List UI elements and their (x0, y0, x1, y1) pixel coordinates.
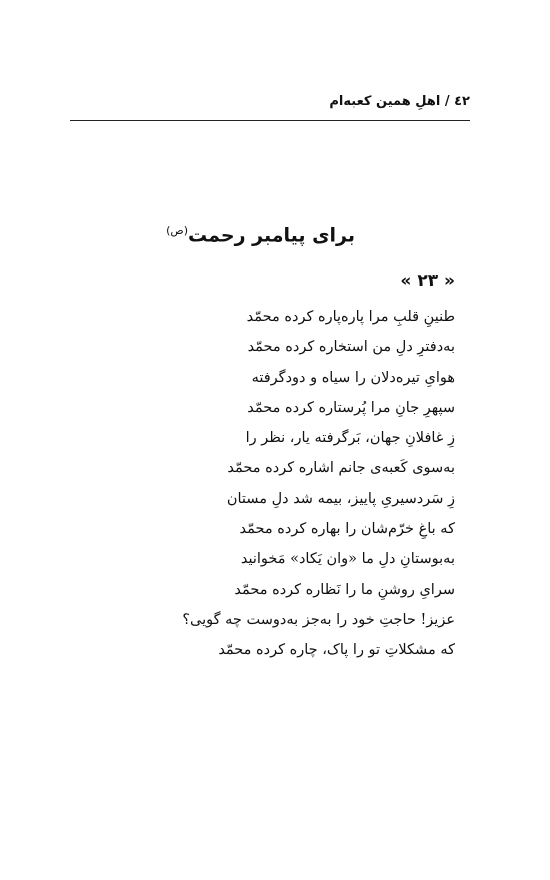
verse-line: عزیز! حاجتِ خود را به‌جز به‌دوست چه گویی؟ (182, 611, 455, 628)
verse-line: که باغِ خرّم‌شان را بهاره کرده محمّد (239, 521, 455, 538)
verse-line: هوایِ تیره‌دلان را سیاه و دودگرفته (251, 369, 455, 386)
verse-line: زِ سَردسیریِ پاییز، بیمه شد دلِ مستان (226, 490, 455, 507)
verse-line: که مشکلاتِ تو را پاک، چاره کرده محمّد (218, 642, 455, 659)
running-header: ٤٢ / اهلِ همین کعبه‌ام (329, 94, 470, 109)
poem-title-text: برای پیامبر رحمت (188, 224, 355, 247)
verse-line: به‌سوی کَعبه‌ی جانم اشاره کرده محمّد (227, 460, 455, 477)
poem-title (166, 224, 355, 246)
verse-line: طنینِ قلبِ مرا پاره‌پاره کرده محمّد (246, 309, 455, 325)
poem-title-honorific: (ص) (166, 224, 189, 237)
verse-line: به‌بوستانِ دلِ ما «وان یَکاد» مَخوانید (240, 551, 455, 568)
poem-verses (155, 302, 455, 666)
verse-line: زِ غافلانِ جهان، بَرگرفته یار، نظر را (245, 430, 455, 447)
verse-line: سپهرِ جانِ مرا پُرستاره کرده محمّد (247, 399, 455, 416)
verse-line: سرایِ روشنِ ما را نَظاره کرده محمّد (234, 581, 455, 598)
verse-line: به‌دفترِ دلِ من استخاره کرده محمّد (247, 339, 455, 356)
poem-number: « ۲۳ » (400, 271, 455, 291)
header-rule (70, 120, 470, 121)
